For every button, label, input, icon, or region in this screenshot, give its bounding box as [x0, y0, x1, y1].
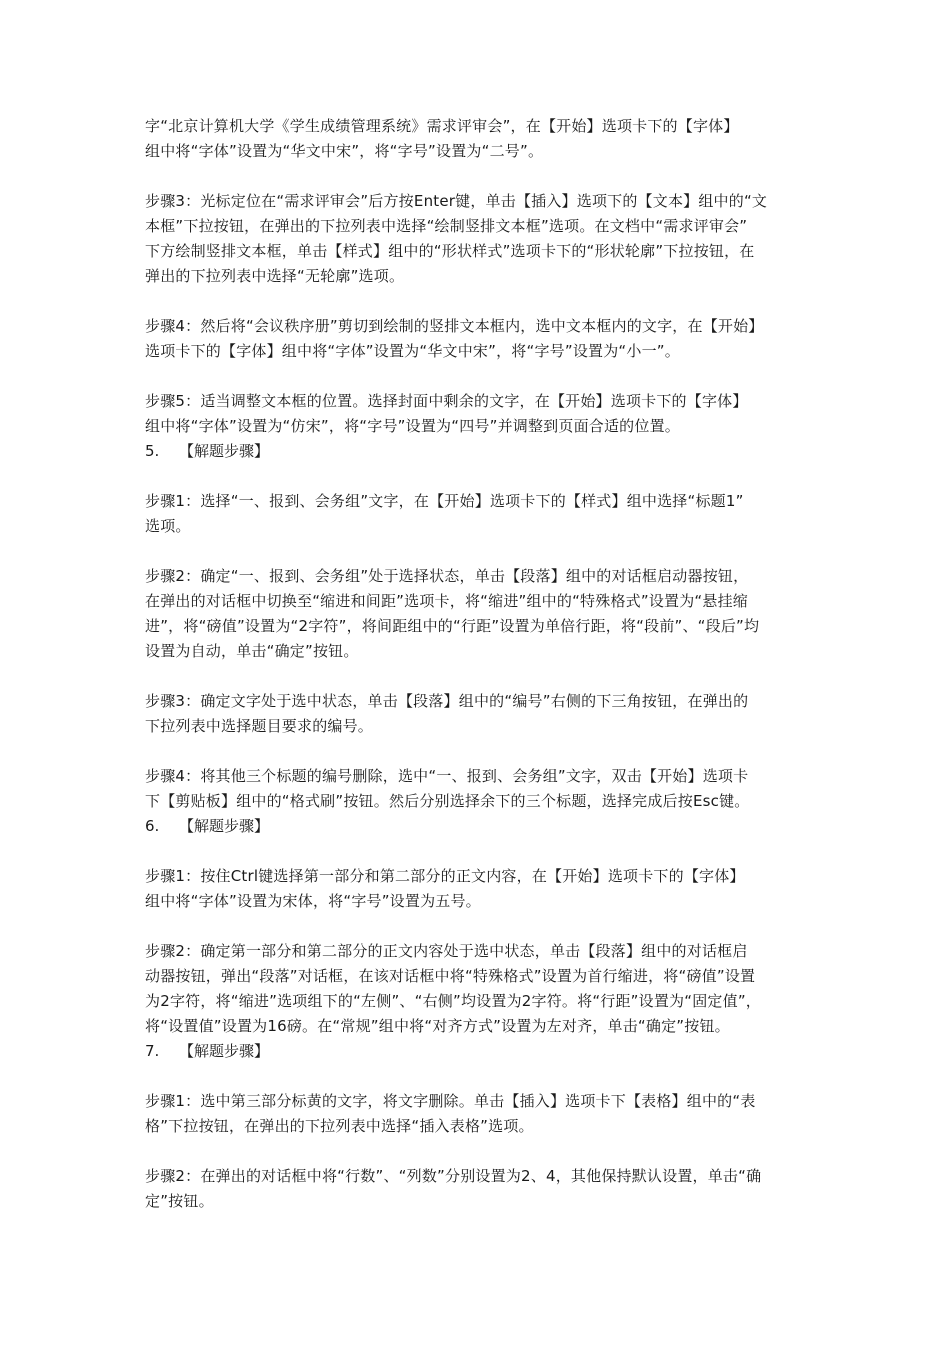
document-body [145, 114, 813, 1214]
paragraph-gap [145, 664, 813, 689]
text-line: 字“北京计算机大学《学生成绩管理系统》需求评审会”，在【开始】选项卡下的【字体】 [145, 117, 739, 135]
text-line: 格”下拉按钮，在弹出的下拉列表中选择“插入表格”选项。 [145, 1117, 534, 1135]
text-line: 步骤1：选中第三部分标黄的文字，将文字删除。单击【插入】选项卡下【表格】组中的“表 [145, 1092, 756, 1110]
step-paragraph [145, 489, 813, 539]
text-line: 组中将“字体”设置为“华文中宋”，将“字号”设置为“二号”。 [145, 142, 544, 160]
step-paragraph [145, 564, 813, 664]
step-paragraph [145, 689, 813, 739]
step-paragraph [145, 314, 813, 364]
text-line: 下【剪贴板】组中的“格式刷”按钮。然后分别选择余下的三个标题，选择完成后按Esc键。 [145, 792, 750, 810]
section-title: 【解题步骤】 [179, 1042, 270, 1060]
step-paragraph [145, 939, 813, 1039]
paragraph-gap [145, 289, 813, 314]
text-line: 定”按钮。 [145, 1192, 214, 1210]
text-line: 下拉列表中选择题目要求的编号。 [145, 717, 374, 735]
paragraph-gap [145, 914, 813, 939]
text-line: 动器按钮，弹出“段落”对话框，在该对话框中将“特殊格式”设置为首行缩进，将“磅值”设置 [145, 967, 756, 985]
section-heading [145, 1039, 813, 1064]
paragraph-gap [145, 1139, 813, 1164]
text-line: 步骤3：确定文字处于选中状态，单击【段落】组中的“编号”右侧的下三角按钮，在弹出的 [145, 692, 749, 710]
text-line: 将“设置值”设置为16磅。在“常规”组中将“对齐方式”设置为左对齐，单击“确定”按钮。 [145, 1017, 730, 1035]
step-paragraph [145, 1089, 813, 1139]
paragraph-gap [145, 364, 813, 389]
text-line: 组中将“字体”设置为宋体，将“字号”设置为五号。 [145, 892, 481, 910]
section-title: 【解题步骤】 [179, 442, 270, 460]
text-line: 步骤1：选择“一、报到、会务组”文字，在【开始】选项卡下的【样式】组中选择“标题1” [145, 492, 744, 510]
step-paragraph [145, 764, 813, 814]
text-line: 本框”下拉按钮，在弹出的下拉列表中选择“绘制竖排文本框”选项。在文档中“需求评审会” [145, 217, 748, 235]
paragraph-gap [145, 539, 813, 564]
paragraph-gap [145, 464, 813, 489]
section-number: 5. [145, 442, 160, 460]
step-paragraph [145, 189, 813, 289]
text-line: 选项。 [145, 517, 191, 535]
paragraph-gap [145, 739, 813, 764]
text-line: 步骤4：将其他三个标题的编号删除，选中“一、报到、会务组”文字，双击【开始】选项卡 [145, 767, 749, 785]
section-heading [145, 814, 813, 839]
paragraph-gap [145, 1064, 813, 1089]
step-paragraph [145, 114, 813, 164]
text-line: 在弹出的对话框中切换至“缩进和间距”选项卡，将“缩进”组中的“特殊格式”设置为“悬挂缩 [145, 592, 749, 610]
text-line: 步骤4：然后将“会议秩序册”剪切到绘制的竖排文本框内，选中文本框内的文字，在【开始】 [145, 317, 764, 335]
text-line: 组中将“字体”设置为“仿宋”，将“字号”设置为“四号”并调整到页面合适的位置。 [145, 417, 680, 435]
section-number: 6. [145, 817, 160, 835]
text-line: 下方绘制竖排文本框，单击【样式】组中的“形状样式”选项卡下的“形状轮廓”下拉按钮，在 [145, 242, 755, 260]
step-paragraph [145, 389, 813, 439]
step-paragraph [145, 864, 813, 914]
text-line: 进”，将“磅值”设置为“2字符”，将间距组中的“行距”设置为单倍行距，将“段前”、“段后”均 [145, 617, 760, 635]
text-line: 步骤1：按住Ctrl键选择第一部分和第二部分的正文内容，在【开始】选项卡下的【字体】 [145, 867, 745, 885]
text-line: 步骤2：确定第一部分和第二部分的正文内容处于选中状态，单击【段落】组中的对话框启 [145, 942, 748, 960]
text-line: 步骤5：适当调整文本框的位置。选择封面中剩余的文字，在【开始】选项卡下的【字体】 [145, 392, 748, 410]
step-paragraph [145, 1164, 813, 1214]
section-heading [145, 439, 813, 464]
section-title: 【解题步骤】 [179, 817, 270, 835]
paragraph-gap [145, 164, 813, 189]
text-line: 为2字符，将“缩进”选项组下的“左侧”、“右侧”均设置为2字符。将“行距”设置为“固定值”， [145, 992, 762, 1010]
section-number: 7. [145, 1042, 160, 1060]
text-line: 设置为自动，单击“确定”按钮。 [145, 642, 359, 660]
text-line: 步骤3：光标定位在“需求评审会”后方按Enter键，单击【插入】选项下的【文本】组中的“文 [145, 192, 768, 210]
text-line: 步骤2：在弹出的对话框中将“行数”、“列数”分别设置为2、4，其他保持默认设置，单击“确 [145, 1167, 762, 1185]
paragraph-gap [145, 839, 813, 864]
text-line: 弹出的下拉列表中选择“无轮廓”选项。 [145, 267, 405, 285]
text-line: 步骤2：确定“一、报到、会务组”处于选择状态，单击【段落】组中的对话框启动器按钮， [145, 567, 749, 585]
text-line: 选项卡下的【字体】组中将“字体”设置为“华文中宋”，将“字号”设置为“小一”。 [145, 342, 680, 360]
